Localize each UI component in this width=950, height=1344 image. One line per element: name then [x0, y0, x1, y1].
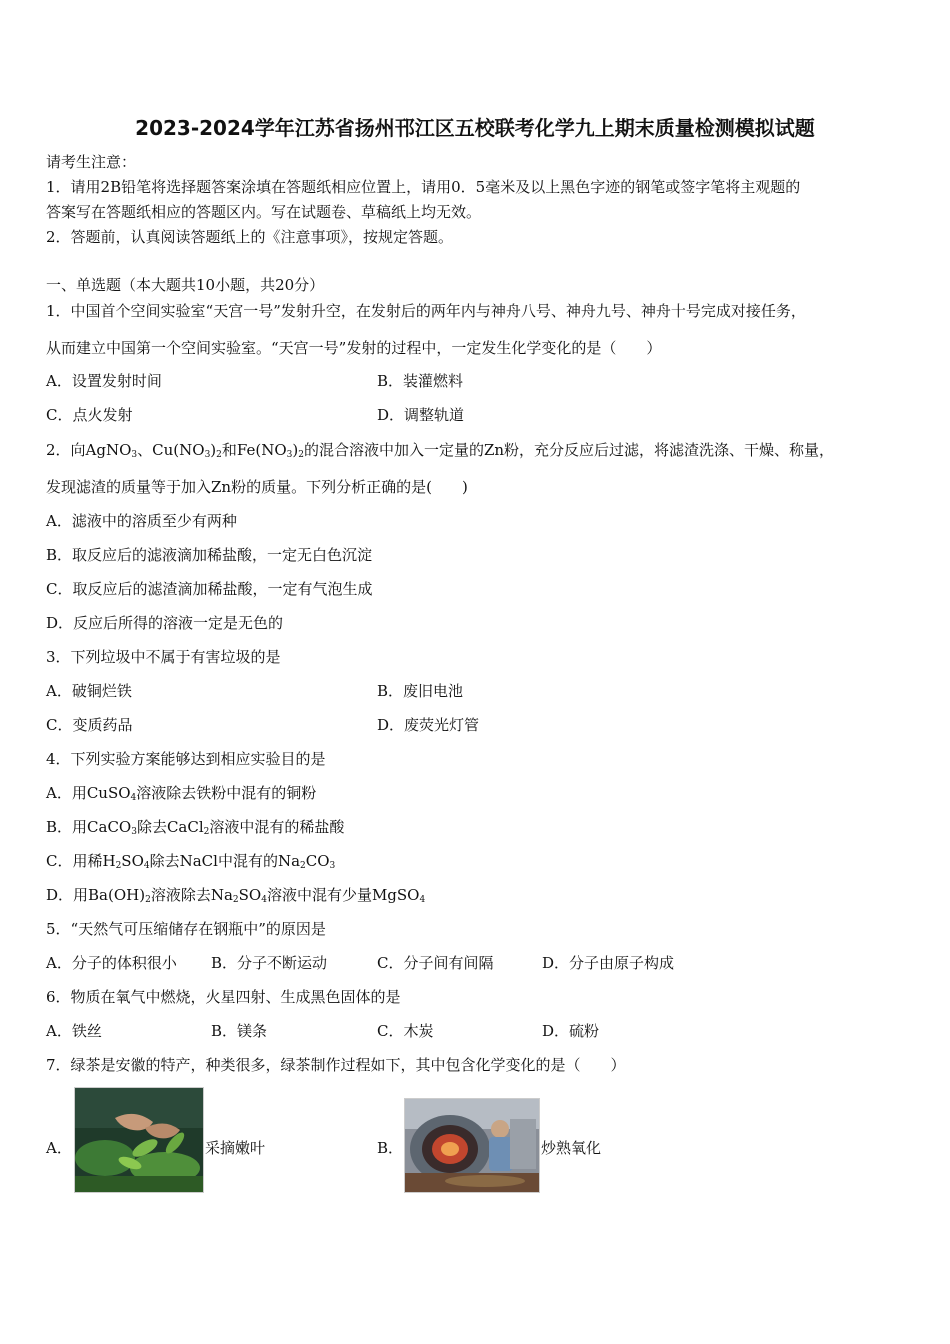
- q1-stem-line1: 1．中国首个空间实验室“天宫一号”发射升空，在发射后的两年内与神舟八号、神舟九号、神舟十号完成对接任务，: [46, 302, 806, 320]
- q3-option-a: A．破铜烂铁: [46, 682, 132, 700]
- tea-picking-photo: [74, 1087, 204, 1193]
- q4-stem: 4．下列实验方案能够达到相应实验目的是: [46, 750, 326, 768]
- q2-option-c: C．取反应后的滤渣滴加稀盐酸，一定有气泡生成: [46, 580, 373, 598]
- q3-option-b: B．废旧电池: [377, 682, 464, 700]
- q6-option-b: B．镁条: [211, 1022, 268, 1040]
- q6-stem: 6．物质在氧气中燃烧，火星四射、生成黑色固体的是: [46, 988, 401, 1006]
- q4-option-d: D．用$Ba(OH)_2$溶液除去$Na_2SO_4$溶液中混有少量MgSO$_4$: [46, 886, 426, 905]
- q1-option-a: A．设置发射时间: [46, 372, 162, 390]
- notice-item-2: 2．答题前，认真阅读答题纸上的《注意事项》，按规定答题。: [46, 228, 454, 246]
- q1-stem-line2: 从而建立中国第一个空间实验室。“天宫一号”发射的过程中，一定发生化学变化的是（ ）: [46, 339, 662, 357]
- q7-option-a-label: A．: [46, 1139, 72, 1157]
- tea-picking-image: [75, 1088, 203, 1192]
- q2-stem-line2: 发现滤渣的质量等于加入Zn粉的质量。下列分析正确的是( ): [46, 478, 468, 496]
- q2-stem-line1: 2．向AgNO$_3$、$Cu(NO_3)_2$和$Fe(NO_3)_2$的混合溶液中加入一定量的Zn粉，充分反应后过滤，将滤渣洗涤、干燥、称量，: [46, 441, 835, 460]
- q7-stem: 7．绿茶是安徽的特产，种类很多，绿茶制作过程如下，其中包含化学变化的是（ ）: [46, 1056, 626, 1074]
- page-title: 2023-2024学年江苏省扬州邗江区五校联考化学九上期末质量检测模拟试题: [135, 116, 815, 140]
- q7-option-b-label: B．: [377, 1139, 404, 1157]
- q6-option-c: C．木炭: [377, 1022, 434, 1040]
- section-heading: 一、单选题（本大题共10小题，共20分）: [46, 276, 325, 294]
- notice-item-1a: 1．请用2B铅笔将选择题答案涂填在答题纸相应位置上，请用0．5毫米及以上黑色字迹的钢笔或签字笔将主观题的: [46, 178, 801, 196]
- q4-option-b: B．用CaCO$_3$除去CaCl$_2$溶液中混有的稀盐酸: [46, 818, 345, 837]
- q7-option-a-caption: 采摘嫩叶: [205, 1139, 266, 1157]
- q4-option-a: A．用CuSO$_4$溶液除去铁粉中混有的铜粉: [46, 784, 317, 803]
- q2-option-d: D．反应后所得的溶液一定是无色的: [46, 614, 284, 632]
- notice-heading: 请考生注意：: [46, 153, 137, 171]
- q3-stem: 3．下列垃圾中不属于有害垃圾的是: [46, 648, 281, 666]
- q5-stem: 5．“天然气可压缩储存在钢瓶中”的原因是: [46, 920, 326, 938]
- q2-option-b: B．取反应后的滤液滴加稀盐酸，一定无白色沉淀: [46, 546, 373, 564]
- q5-option-a: A．分子的体积很小: [46, 954, 177, 972]
- q3-option-d: D．废荧光灯管: [377, 716, 480, 734]
- tea-roasting-photo: [404, 1098, 540, 1193]
- q6-option-a: A．铁丝: [46, 1022, 102, 1040]
- q5-option-b: B．分子不断运动: [211, 954, 328, 972]
- q5-option-d: D．分子由原子构成: [542, 954, 675, 972]
- q1-option-c: C．点火发射: [46, 406, 133, 424]
- q4-option-c: C．用稀$H_2SO_4$除去NaCl中混有的$Na_2CO_3$: [46, 852, 336, 871]
- q7-option-b-caption: 炒熟氧化: [541, 1139, 602, 1157]
- q5-option-c: C．分子间有间隔: [377, 954, 494, 972]
- q6-option-d: D．硫粉: [542, 1022, 600, 1040]
- q1-option-d: D．调整轨道: [377, 406, 465, 424]
- tea-roasting-image: [405, 1099, 539, 1192]
- q2-option-a: A．滤液中的溶质至少有两种: [46, 512, 237, 530]
- notice-item-1b: 答案写在答题纸相应的答题区内。写在试题卷、草稿纸上均无效。: [46, 203, 482, 221]
- q1-option-b: B．装灌燃料: [377, 372, 464, 390]
- q3-option-c: C．变质药品: [46, 716, 133, 734]
